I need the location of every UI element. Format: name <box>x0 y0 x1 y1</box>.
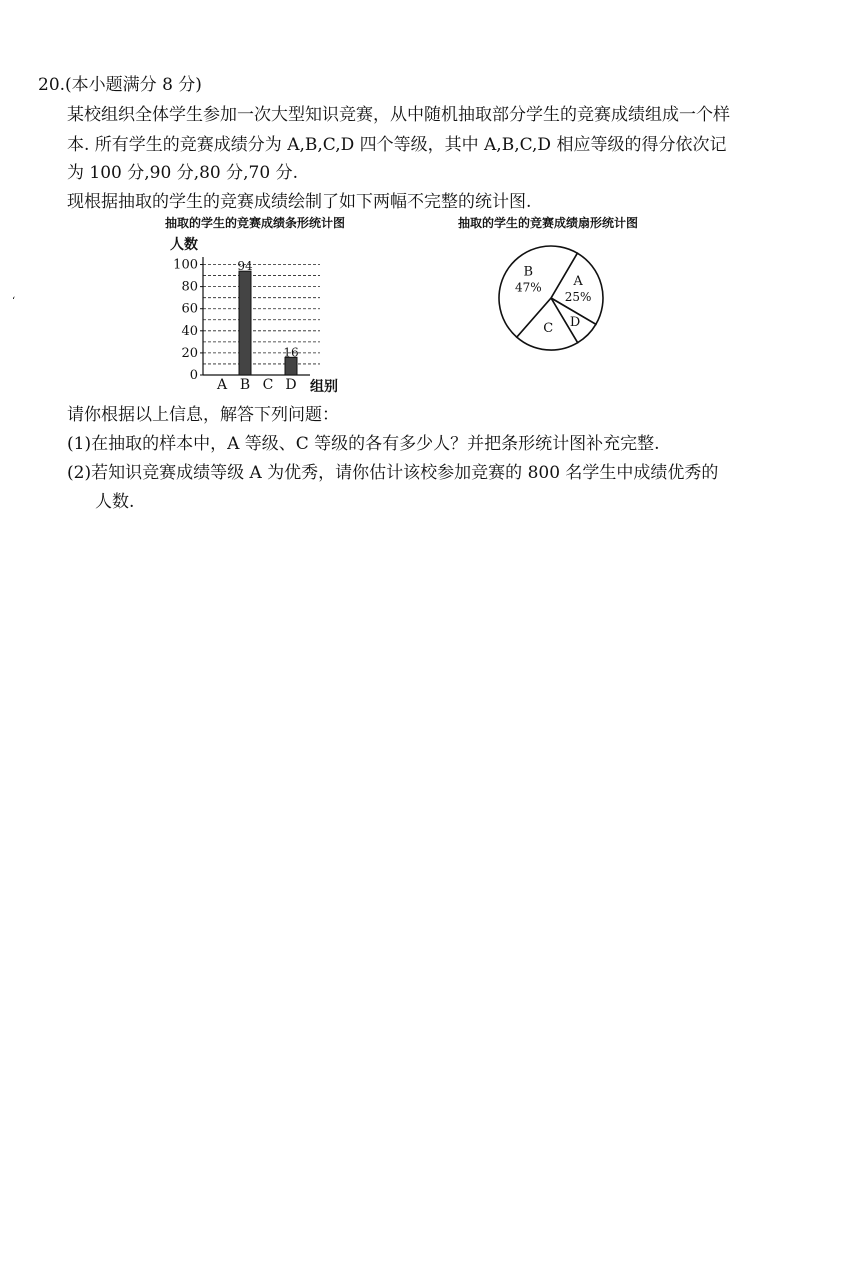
pie-label-C: C <box>543 320 554 336</box>
y-tick-label: 80 <box>181 279 198 295</box>
x-tick-label: C <box>262 377 274 393</box>
stray-mark: ‘ <box>12 296 16 307</box>
sub-question-2-continued: 人数. <box>95 492 135 512</box>
x-tick-label: D <box>285 377 297 393</box>
bar-chart-title: 抽取的学生的竞赛成绩条形统计图 <box>165 216 346 230</box>
sub-question-2: (2)若知识竞赛成绩等级 A 为优秀，请你估计该校参加竞赛的 800 名学生中成绩优秀的 <box>67 463 719 483</box>
bar-B <box>239 271 251 375</box>
problem-text-line-1: 某校组织全体学生参加一次大型知识竞赛，从中随机抽取部分学生的竞赛成绩组成一个样 <box>67 105 730 125</box>
y-tick-label: 0 <box>189 368 198 383</box>
pie-percent-B: 47% <box>514 280 542 295</box>
pie-label-D: D <box>569 314 581 330</box>
question-number: 20.(本小题满分 8 分) <box>38 75 202 95</box>
x-axis-title: 组别 <box>310 379 338 395</box>
problem-text-line-3: 为 100 分,90 分,80 分,70 分. <box>67 163 298 183</box>
y-tick-label: 60 <box>181 301 198 317</box>
instruction-text: 请你根据以上信息，解答下列问题： <box>67 405 339 425</box>
bar-chart <box>160 232 360 402</box>
y-tick-label: 40 <box>181 323 198 339</box>
data-label-D: 16 <box>283 345 299 360</box>
y-tick-label: 20 <box>181 345 198 361</box>
pie-label-B: B <box>523 264 534 280</box>
x-tick-label: A <box>216 377 228 393</box>
y-axis-title: 人数 <box>170 237 198 253</box>
pie-label-A: A <box>573 273 583 289</box>
bar-D <box>285 357 297 375</box>
x-tick-label: B <box>239 377 251 393</box>
pie-chart-title: 抽取的学生的竞赛成绩扇形统计图 <box>458 216 639 230</box>
problem-text-line-2: 本. 所有学生的竞赛成绩分为 A,B,C,D 四个等级，其中 A,B,C,D 相应等级的得分依次记 <box>67 135 727 155</box>
data-label-B: 94 <box>237 259 253 274</box>
pie-percent-A: 25% <box>564 289 592 304</box>
y-tick-label: 100 <box>173 257 198 273</box>
problem-text-line-4: 现根据抽取的学生的竞赛成绩绘制了如下两幅不完整的统计图. <box>67 192 532 212</box>
pie-chart <box>495 244 615 364</box>
sub-question-1: (1)在抽取的样本中，A 等级、C 等级的各有多少人？并把条形统计图补充完整. <box>67 434 660 454</box>
